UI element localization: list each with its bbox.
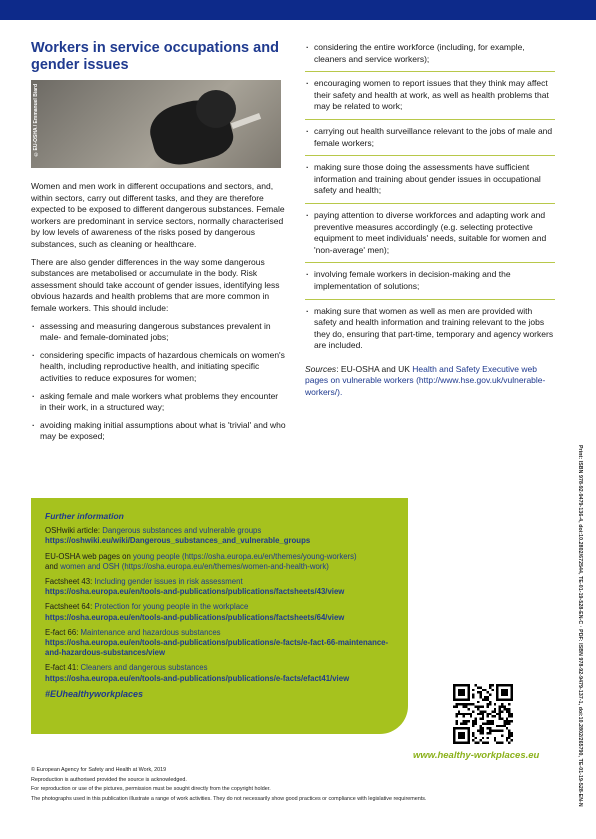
worker-photo	[31, 80, 281, 168]
right-column	[305, 42, 555, 405]
info-entry-eu-osha-pages	[45, 552, 400, 572]
list-item: · making sure those doing the assessments have sufficient information and training about gender issues in occupational safety and health;	[305, 162, 555, 204]
copyright-line: © European Agency for Safety and Health at Work, 2019	[31, 767, 167, 773]
list-item: · making sure that women as well as men are provided with safety and health information and training relevant to the jobs they do, ensuring that part-time, temporary and agency workers are included.	[305, 306, 555, 358]
factsheet-64-url-link[interactable]: https://osha.europa.eu/en/tools-and-publications/publications/factsheets/64/view	[45, 612, 345, 622]
factsheet-43-title-link[interactable]: Including gender issues in risk assessment	[94, 577, 243, 587]
info-entry-efact-66	[45, 628, 400, 659]
efact-41-url-link[interactable]: https://osha.europa.eu/en/tools-and-publications/publications/e-facts/efact41/view	[45, 673, 350, 683]
oshwiki-url-link[interactable]: https://oshwiki.eu/wiki/Dangerous_substances_and_vulnerable_groups	[45, 536, 311, 546]
left-bullet-list	[31, 321, 286, 443]
top-banner	[0, 0, 596, 20]
campaign-hashtag: #EUhealthyworkplaces	[45, 688, 144, 699]
hse-link[interactable]: Health and Safety Executive web pages on vulnerable workers	[305, 363, 537, 386]
sources-label: Sources	[305, 363, 337, 374]
info-entry-oshwiki	[45, 526, 400, 546]
intro-paragraph: Women and men work in different occupations and sectors, and, within sectors, carry out different tasks, and they are therefore expected to be exposed to different dangerous substances. Female workers are predominant in service sectors, normally characterised by low levels of awareness of the risks posed by dangerous substances, such as cleaning or healthcare.	[31, 181, 285, 249]
info-entry-efact-41	[45, 663, 400, 683]
pictures-permission-line: For reproduction or use of the pictures, permission must be sought directly from the copyright holder.	[31, 786, 271, 792]
isbn-side-code: Print: ISBN 978-92-9479-136-4, doi:10.2802/672544, TE-01-19-528-EN-C · PDF: ISBN 978-92-9479-137-1, doi:10.2802/265790, TE-01-19-528-EN-N	[577, 445, 583, 807]
list-item: · avoiding making initial assumptions about what is 'trivial' and who may be exposed;	[31, 420, 286, 443]
entry-prefix: E-fact 41:	[45, 663, 81, 673]
page-title: Workers in service occupations and gender issues	[31, 40, 279, 73]
entry-prefix: Factsheet 64:	[45, 602, 95, 612]
factsheet-43-url-link[interactable]: https://osha.europa.eu/en/tools-and-publications/publications/factsheets/43/view	[45, 587, 345, 597]
sources-text: : EU-OSHA and UK	[336, 363, 413, 374]
list-item: · paying attention to diverse workforces and adapting work and preventive measures accordingly (e.g. selecting protective equipment to meet individuals' needs, suitable for women and 'non-average' men);	[305, 210, 555, 263]
entry-prefix: E-fact 66:	[45, 627, 81, 637]
further-info-heading: Further information	[45, 511, 124, 521]
oshwiki-title-link[interactable]: Dangerous substances and vulnerable groups	[102, 526, 262, 536]
list-item: · involving female workers in decision-making and the implementation of solutions;	[305, 269, 555, 299]
women-osh-link[interactable]: women and OSH	[60, 561, 120, 571]
info-entry-factsheet-64	[45, 602, 400, 622]
efact-66-title-link[interactable]: Maintenance and hazardous substances	[80, 627, 221, 637]
info-entry-factsheet-43	[45, 577, 400, 597]
right-bullet-list	[305, 42, 555, 358]
entry-prefix: OSHwiki article:	[45, 526, 103, 536]
reproduction-line: Reproduction is authorised provided the source is acknowledged.	[31, 776, 187, 783]
photo-credit: ©EU-OSHA / Emmanuel Biard	[33, 84, 39, 157]
list-item: · considering specific impacts of hazardous chemicals on women's health, including reproductive health, and initiating specific activities to reduce exposures for women;	[31, 350, 286, 385]
further-information-box	[31, 498, 408, 734]
list-item: · encouraging women to report issues that they think may affect their safety and health at work, as well as health problems that may be related to work;	[305, 78, 555, 120]
entry-prefix: Factsheet 43:	[45, 577, 95, 587]
list-item: · assessing and measuring dangerous substances prevalent in male- and female-dominated jobs;	[31, 321, 286, 344]
sources-note	[305, 364, 555, 399]
women-health-url-link[interactable]: (https://osha.europa.eu/en/themes/women-and-health-work)	[121, 561, 329, 571]
young-workers-url-link[interactable]: (https://osha.europa.eu/en/themes/young-workers)	[181, 551, 357, 561]
young-people-link[interactable]: young people	[132, 551, 180, 561]
footer-notice	[31, 766, 501, 804]
entry-prefix: EU-OSHA web pages on	[45, 551, 133, 561]
list-item: · asking female and male workers what problems they encounter in their work, in a structured way;	[31, 391, 286, 414]
website-url[interactable]: www.healthy-workplaces.eu	[413, 750, 540, 761]
list-item: · carrying out health surveillance relevant to the jobs of male and female workers;	[305, 126, 555, 156]
hse-url-link[interactable]: (http://www.hse.gov.uk/vulnerable-workers/).	[305, 375, 546, 398]
photographs-disclaimer-line: The photographs used in this publication illustrate a range of work activities. They do not necessarily show good practices or compliance with legislative requirements.	[31, 795, 427, 802]
gender-paragraph: There are also gender differences in the way some dangerous substances are metabolised or accumulate in the body. Risk assessment should take account of gender issues, identifying less obvious hazards and health problems that are more common in female workers. This should include:	[31, 256, 280, 313]
tool-handle	[231, 113, 261, 129]
qr-code[interactable]	[453, 684, 513, 744]
left-column	[31, 181, 286, 449]
entry-connector: and	[45, 561, 61, 571]
efact-66-url-link[interactable]: https://osha.europa.eu/en/tools-and-publications/publications/e-facts/e-fact-66-maintenance-and-hazardous-substances/view	[45, 638, 389, 658]
efact-41-title-link[interactable]: Cleaners and dangerous substances	[80, 663, 208, 673]
factsheet-64-title-link[interactable]: Protection for young people in the workplace	[94, 602, 249, 612]
list-item: · considering the entire workforce (including, for example, cleaners and service workers);	[305, 42, 555, 72]
